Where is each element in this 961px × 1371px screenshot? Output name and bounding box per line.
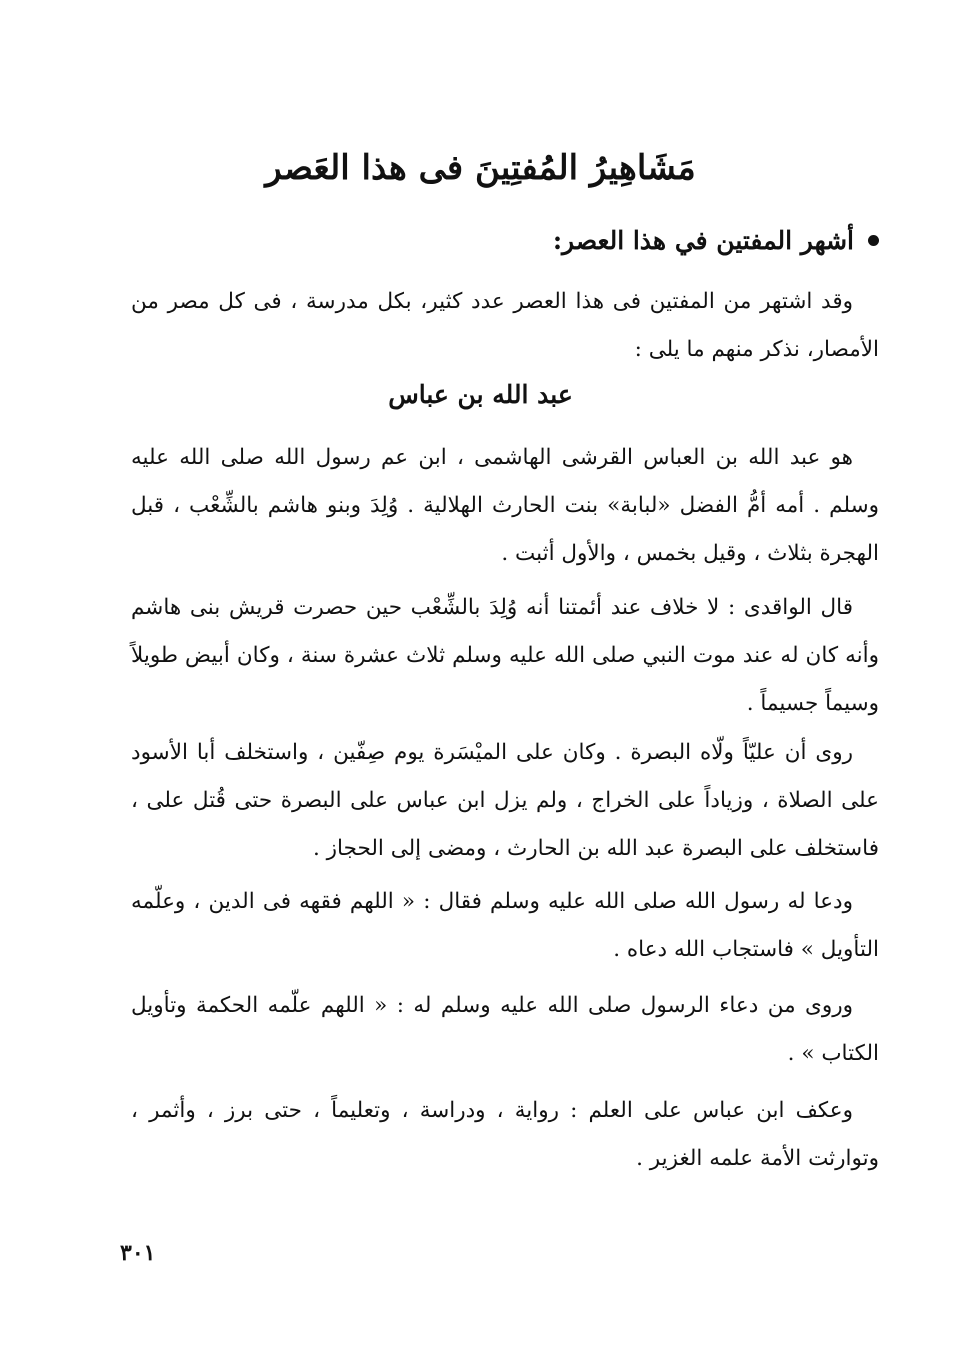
paragraph-knowledge: وعكف ابن عباس على العلم : رواية ، ودراسة ، وتعليماً ، حتى برز ، وأثمر ، وتوارثت الأمة علمه الغزير . xyxy=(131,1098,879,1171)
paragraph-dua-hikma: وروى من دعاء الرسول صلى الله عليه وسلم له : « اللهم علّمه الحكمة وتأويل الكتاب » . xyxy=(131,993,879,1066)
chapter-title: مَشَاهِيرُ المُفتِينَ فى هذا العَصر xyxy=(265,148,696,188)
bullet-icon xyxy=(868,235,879,246)
paragraph-dua-fiqh: ودعا له رسول الله صلى الله عليه وسلم فقال : « اللهم فقهه فى الدين ، وعلّمه التأويل » فاستجاب الله دعاه . xyxy=(131,889,879,962)
intro-paragraph: وقد اشتهر من المفتين فى هذا العصر عدد كثير، بكل مدرسة ، فى كل مصر من الأمصار، نذكر منهم ما يلى : xyxy=(131,289,879,362)
person-heading: عبد الله بن عباس xyxy=(388,380,573,409)
paragraph-basra: روى أن عليّاً ولّاه البصرة . وكان على الميْسَرة يوم صِفّين ، واستخلف أبا الأسود على الصلاة ، وزياداً على الخراج ، ولم يزل ابن عباس على البصرة حتى قُتل على ، فاستخلف على البصرة عبد الله بن الحارث ، ومضى إلى الحجاز . xyxy=(131,740,879,861)
paragraph-biography: هو عبد الله بن العباس القرشى الهاشمى ، ابن عم رسول الله صلى الله عليه وسلم . أمه أمُّ الفضل «لبابة» بنت الحارث الهلالية . وُلِدَ وبنو هاشم بالشِّعْب ، قبل الهجرة بثلاث ، وقيل بخمس ، والأول أثبت . xyxy=(131,445,879,566)
section-heading xyxy=(553,226,879,255)
section-heading-text: أشهر المفتين في هذا العصر: xyxy=(552,226,854,255)
page-number: ٣٠١ xyxy=(120,1240,156,1266)
paragraph-waqidi: قال الواقدى : لا خلاف عند أئمتنا أنه وُلِدَ بالشِّعْب حين حصرت قريش بنى هاشم وأنه كان له عند موت النبي صلى الله عليه وسلم ثلاث عشرة سنة ، وكان أبيض طويلاً وسيماً جسيماً . xyxy=(131,595,879,716)
